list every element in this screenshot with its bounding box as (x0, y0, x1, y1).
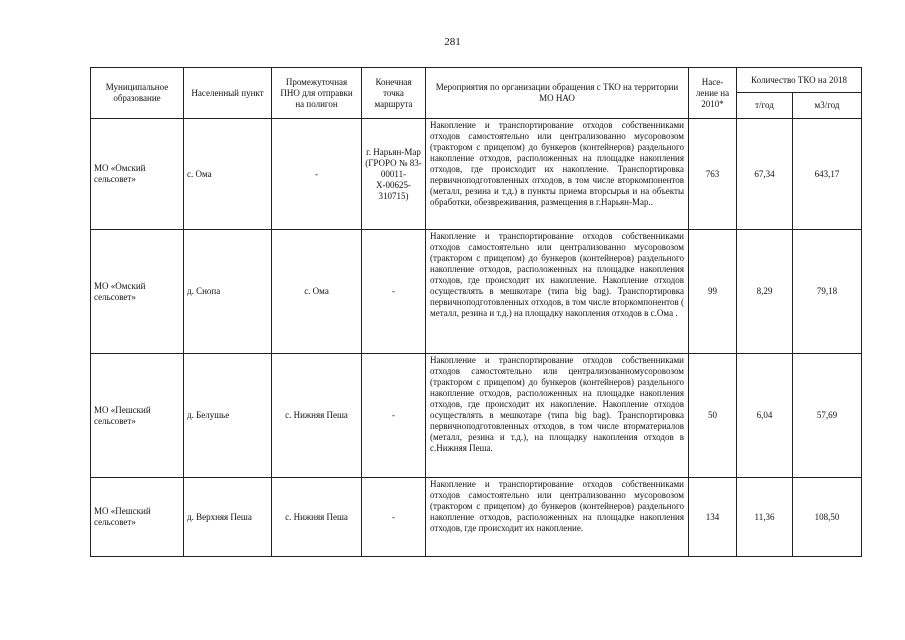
cell-municipality: МО «Пешский сельсовет» (91, 354, 184, 478)
cell-endpoint: - (362, 478, 426, 557)
header-m3: м3/год (793, 93, 862, 119)
cell-endpoint: г. Нарьян-Мар (ГРОРО № 83-00011-Х-00625-310715) (362, 119, 426, 230)
cell-tons: 6,04 (737, 354, 793, 478)
page-number: 281 (444, 36, 461, 48)
cell-endpoint: - (362, 230, 426, 354)
table-row (91, 478, 862, 557)
cell-population: 50 (689, 354, 737, 478)
cell-population: 763 (689, 119, 737, 230)
header-measures: Мероприятия по организации обращения с ТКО на территории МО НАО (426, 68, 689, 119)
cell-municipality: МО «Омский сельсовет» (91, 230, 184, 354)
cell-m3: 79,18 (793, 230, 862, 354)
header-tons: т/год (737, 93, 793, 119)
cell-intermediate: с. Нижняя Пеша (272, 478, 362, 557)
table-row (91, 119, 862, 230)
table-row (91, 354, 862, 478)
cell-m3: 108,50 (793, 478, 862, 557)
header-settlement: Населенный пункт (184, 68, 272, 119)
cell-intermediate: - (272, 119, 362, 230)
cell-tons: 8,29 (737, 230, 793, 354)
cell-measures: Накопление и транспортирование отходов собственниками отходов самостоятельно или централизованномусоровозом (трактором с прицепом) до бункеров (контейнеров) раздельного накопление отходов, расположенных на площадке накопления отходов, где происходит их накопление. Накопление отходов осуществлять в мешкотаре (типа big bag). Транспортировка первичноподготовленных отходов, в том числе вторматериалов (металл, резина и т.д.), на площадку накопления отходов в с.Нижняя Пеша. (426, 354, 689, 478)
header-population: Насе-ление на 2010* (689, 68, 737, 119)
cell-settlement: д. Верхняя Пеша (184, 478, 272, 557)
cell-measures: Накопление и транспортирование отходов собственниками отходов самостоятельно или централизованно мусоровозом (трактором с прицепом) до бункеров (контейнеров) раздельного накопление отходов, расположенных на площадке накопления отходов, где происходит их накопление. (426, 478, 689, 557)
header-intermediate: Промежуточная ПНО для отправки на полигон (272, 68, 362, 119)
header-municipality: Муниципальное образование (91, 68, 184, 119)
cell-m3: 57,69 (793, 354, 862, 478)
table-row (91, 230, 862, 354)
header-tko-amount: Количество ТКО на 2018 (737, 68, 862, 93)
cell-measures: Накопление и транспортирование отходов собственниками отходов самостоятельно или централизованно мусоровозом (трактором с прицепом) до бункеров (контейнеров) раздельного накопление отходов, расположенных на площадке накопления отходов, где происходит их накопление. Накопление отходов осуществлять в мешкотаре (типа big bag). Транспортировка первичноподготовленных отходов, в том числе вторкомпонентов ( металл, резина и т.д.) на площадку накопления отходов в с.Ома . (426, 230, 689, 354)
cell-municipality: МО «Пешский сельсовет» (91, 478, 184, 557)
cell-settlement: д. Белушье (184, 354, 272, 478)
cell-intermediate: с. Нижняя Пеша (272, 354, 362, 478)
cell-tons: 67,34 (737, 119, 793, 230)
cell-settlement: с. Ома (184, 119, 272, 230)
cell-population: 99 (689, 230, 737, 354)
cell-intermediate: с. Ома (272, 230, 362, 354)
cell-settlement: д. Снопа (184, 230, 272, 354)
cell-m3: 643,17 (793, 119, 862, 230)
cell-municipality: МО «Омский сельсовет» (91, 119, 184, 230)
waste-management-table (90, 67, 862, 557)
header-endpoint: Конечная точка маршрута (362, 68, 426, 119)
cell-measures: Накопление и транспортирование отходов собственниками отходов самостоятельно или централизованно мусоровозом (трактором с прицепом) до бункеров (контейнеров) раздельного накопление отходов, расположенных на площадке накопления отходов, где происходит их накопление. Транспортировка первичноподготовленных отходов, в том числе вторкомпонентов (металл, резина и т.д.) в пункты приема вторсырья и на объекты обработки, обезвреживания, размещения в г.Нарьян-Мар.. (426, 119, 689, 230)
cell-endpoint: - (362, 354, 426, 478)
cell-population: 134 (689, 478, 737, 557)
cell-tons: 11,36 (737, 478, 793, 557)
